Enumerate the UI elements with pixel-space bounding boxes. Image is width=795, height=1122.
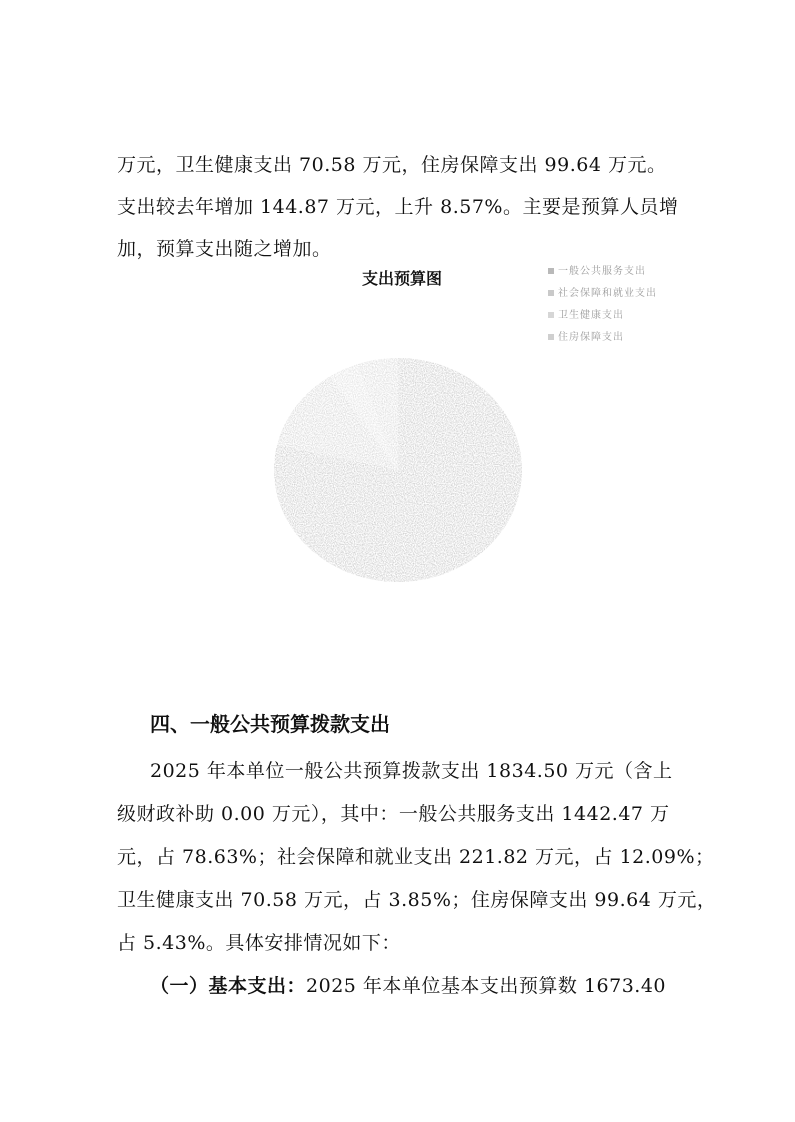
legend-label: 卫生健康支出 bbox=[558, 310, 624, 321]
legend-label: 住房保障支出 bbox=[558, 332, 624, 343]
para-1-line-1: 万元，卫生健康支出 70.58 万元，住房保障支出 99.64 万元。 bbox=[117, 154, 667, 176]
legend-label: 一般公共服务支出 bbox=[558, 266, 646, 277]
legend-label: 社会保障和就业支出 bbox=[558, 288, 657, 299]
subsection-1-line bbox=[150, 971, 720, 998]
section-4-heading: 四、一般公共预算拨款支出 bbox=[150, 712, 390, 736]
section-4-line-3: 元，占 78.63%；社会保障和就业支出 221.82 万元，占 12.09%； bbox=[117, 846, 715, 868]
section-4-line-2: 级财政补助 0.00 万元），其中：一般公共服务支出 1442.47 万 bbox=[117, 803, 670, 825]
section-4-line-4: 卫生健康支出 70.58 万元，占 3.85%；住房保障支出 99.64 万元， bbox=[117, 889, 717, 911]
subsection-1-label: （一）基本支出： bbox=[150, 975, 307, 997]
chart-title: 支出预算图 bbox=[362, 269, 443, 288]
pie-slices bbox=[274, 358, 522, 582]
para-1-line-2: 支出较去年增加 144.87 万元，上升 8.57%。主要是预算人员增 bbox=[117, 196, 679, 218]
subsection-1-text: 2025 年本单位基本支出预算数 1673.40 bbox=[306, 975, 667, 997]
section-4-line-5: 占 5.43%。具体安排情况如下： bbox=[117, 932, 401, 954]
para-1-line-3: 加，预算支出随之增加。 bbox=[117, 238, 332, 260]
section-4-line-1: 2025 年本单位一般公共预算拨款支出 1834.50 万元（含上 bbox=[150, 760, 673, 782]
